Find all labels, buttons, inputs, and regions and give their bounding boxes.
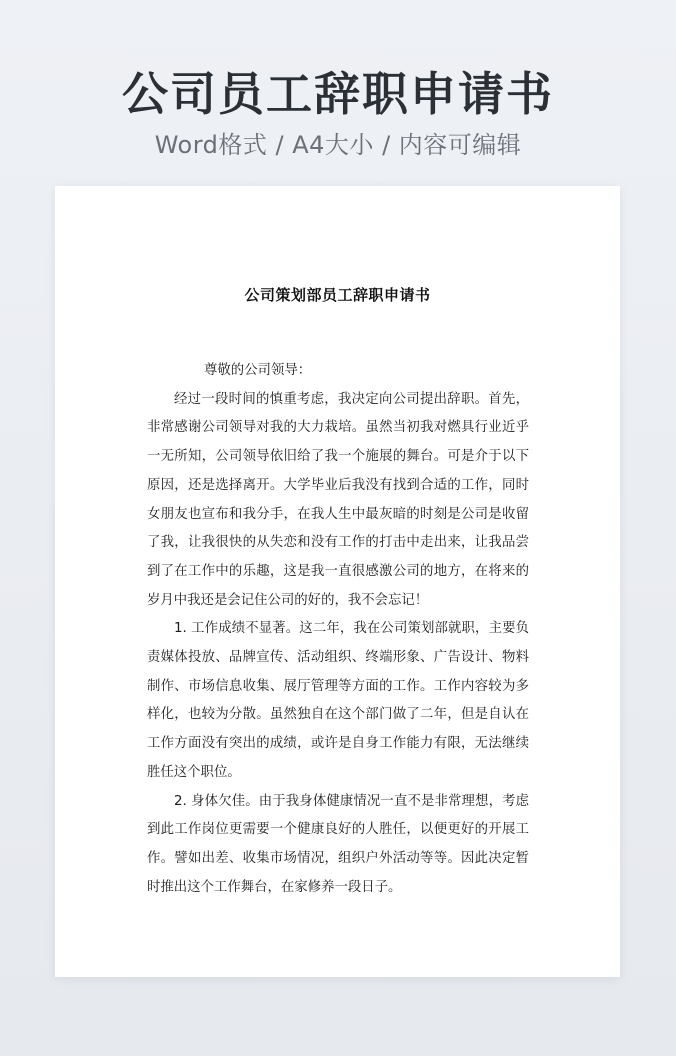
document-title: 公司策划部员工辞职申请书	[244, 286, 431, 304]
greeting-line: 尊敬的公司领导：	[204, 363, 312, 378]
paragraph-reason-2: 2. 身体欠佳。由于我身体健康情况一直不是非常理想，考虑到此工作岗位更需要一个健康良好的人胜任，以便更好的开展工作。譬如出差、收集市场情况，组织户外活动等等。因此决定暂时推出这个工作舞台，在家修养一段日子。	[147, 793, 529, 895]
page-subtitle: Word格式 / A4大小 / 内容可编辑	[154, 131, 522, 159]
paragraph-reason-1: 1. 工作成绩不显著。这二年，我在公司策划部就职，主要负责媒体投放、品牌宣传、活动组织、终端形象、广告设计、物料制作、市场信息收集、展厅管理等方面的工作。工作内容较为多样化，也较为分散。虽然独自在这个部门做了二年，但是自认在工作方面没有突出的成绩，或许是自身工作能力有限，无法继续胜任这个职位。	[147, 621, 529, 780]
document-body	[147, 357, 529, 902]
paragraph-intro: 经过一段时间的慎重考虑，我决定向公司提出辞职。首先，非常感谢公司领导对我的大力栽培。虽然当初我对燃具行业近乎一无所知，公司领导依旧给了我一个施展的舞台。可是介于以下原因，还是选择离开。大学毕业后我没有找到合适的工作，同时女朋友也宣布和我分手，在我人生中最灰暗的时刻是公司是收留了我，让我很快的从失恋和没有工作的打击中走出来，让我品尝到了在工作中的乐趣，这是我一直很感激公司的地方，在将来的岁月中我还是会记住公司的好的，我不会忘记！	[147, 391, 529, 608]
header	[0, 62, 676, 162]
document-page	[55, 186, 620, 977]
page-title: 公司员工辞职申请书	[122, 67, 554, 121]
